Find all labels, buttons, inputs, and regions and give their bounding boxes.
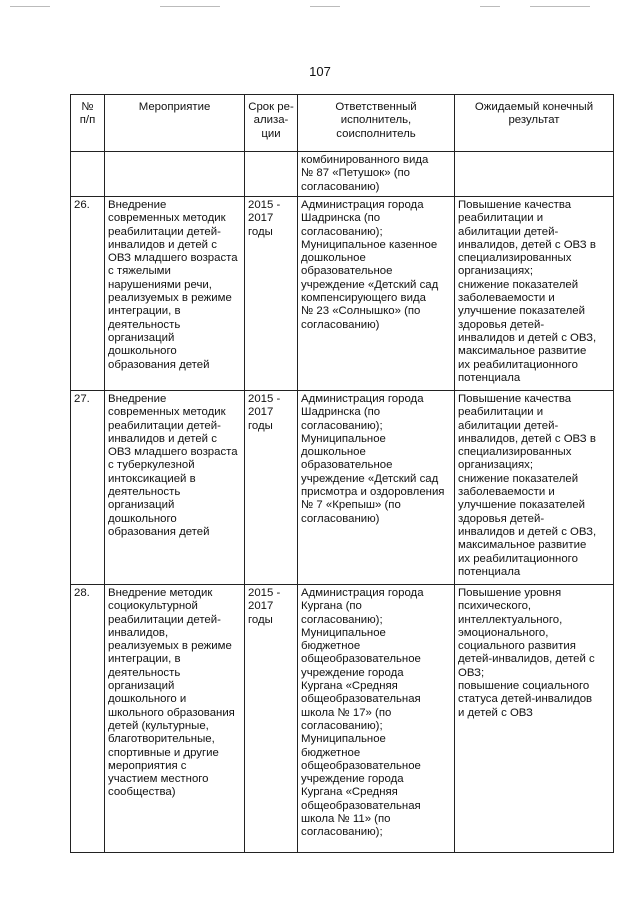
table-row <box>71 391 614 585</box>
cell-event: Внедрение методик социокультурной реабилитации детей- инвалидов, реализуемых в режиме интеграции, в деятельность организаций дошкольного и школьного образования детей (культурные, благотворительные, спортивные и другие мероприятия с участием местного сообщества) <box>105 585 245 853</box>
cell-term: 2015 - 2017 годы <box>245 197 298 391</box>
header-number: № п/п <box>71 95 105 152</box>
table-header-row <box>71 95 614 152</box>
cell-result: Повышение уровня психического, интеллектуального, эмоционального, социального развития детей-инвалидов, детей с ОВЗ; повышение социального статуса детей-инвалидов и детей с ОВЗ <box>455 585 614 853</box>
cell-number: 27. <box>71 391 105 585</box>
cell-executor: Администрация города Шадринска (по согласованию); Муниципальное казенное дошкольное образовательное учреждение «Детский сад компенсирующего вида № 23 «Солнышко» (по согласованию) <box>298 197 455 391</box>
header-result: Ожидаемый конечный результат <box>455 95 614 152</box>
cell-event: Внедрение современных методик реабилитации детей- инвалидов и детей с ОВЗ младшего возраста с тяжелыми нарушениями речи, реализуемых в режиме интеграции, в деятельность организаций дошкольного образования детей <box>105 197 245 391</box>
scan-top-edge <box>10 6 630 8</box>
cell-event <box>105 152 245 197</box>
cell-result: Повышение качества реабилитации и абилитации детей- инвалидов, детей с ОВЗ в специализированных организациях; снижение показателей заболеваемости и улучшение показателей здоровья детей- инвалидов и детей с ОВЗ, максимальное развитие их реабилитационного потенциала <box>455 391 614 585</box>
cell-number <box>71 152 105 197</box>
cell-event: Внедрение современных методик реабилитации детей- инвалидов и детей с ОВЗ младшего возраста с туберкулезной интоксикацией в деятельность организаций дошкольного образования детей <box>105 391 245 585</box>
measures-table <box>70 94 614 853</box>
cell-executor: Администрация города Кургана (по согласованию); Муниципальное бюджетное общеобразовательное учреждение города Кургана «Средняя общеобразовательная школа № 17» (по согласованию); Муниципальное бюджетное общеобразовательное учреждение города Кургана «Средняя общеобразовательная школа № 11» (по согласованию); <box>298 585 455 853</box>
page-number: 107 <box>309 64 331 79</box>
header-executor: Ответственный исполнитель, соисполнитель <box>298 95 455 152</box>
cell-term <box>245 152 298 197</box>
cell-executor: Администрация города Шадринска (по согласованию); Муниципальное дошкольное образовательное учреждение «Детский сад присмотра и оздоровления № 7 «Крепыш» (по согласованию) <box>298 391 455 585</box>
cell-result <box>455 152 614 197</box>
cell-number: 26. <box>71 197 105 391</box>
cell-number: 28. <box>71 585 105 853</box>
table-row <box>71 197 614 391</box>
header-term: Срок ре- ализа- ции <box>245 95 298 152</box>
cell-term: 2015 - 2017 годы <box>245 585 298 853</box>
header-event: Мероприятие <box>105 95 245 152</box>
table-row-continuation <box>71 152 614 197</box>
cell-result: Повышение качества реабилитации и абилитации детей- инвалидов, детей с ОВЗ в специализированных организациях; снижение показателей заболеваемости и улучшение показателей здоровья детей- инвалидов и детей с ОВЗ, максимальное развитие их реабилитационного потенциала <box>455 197 614 391</box>
table-row <box>71 585 614 853</box>
cell-executor: комбинированного вида № 87 «Петушок» (по согласованию) <box>298 152 455 197</box>
cell-term: 2015 - 2017 годы <box>245 391 298 585</box>
